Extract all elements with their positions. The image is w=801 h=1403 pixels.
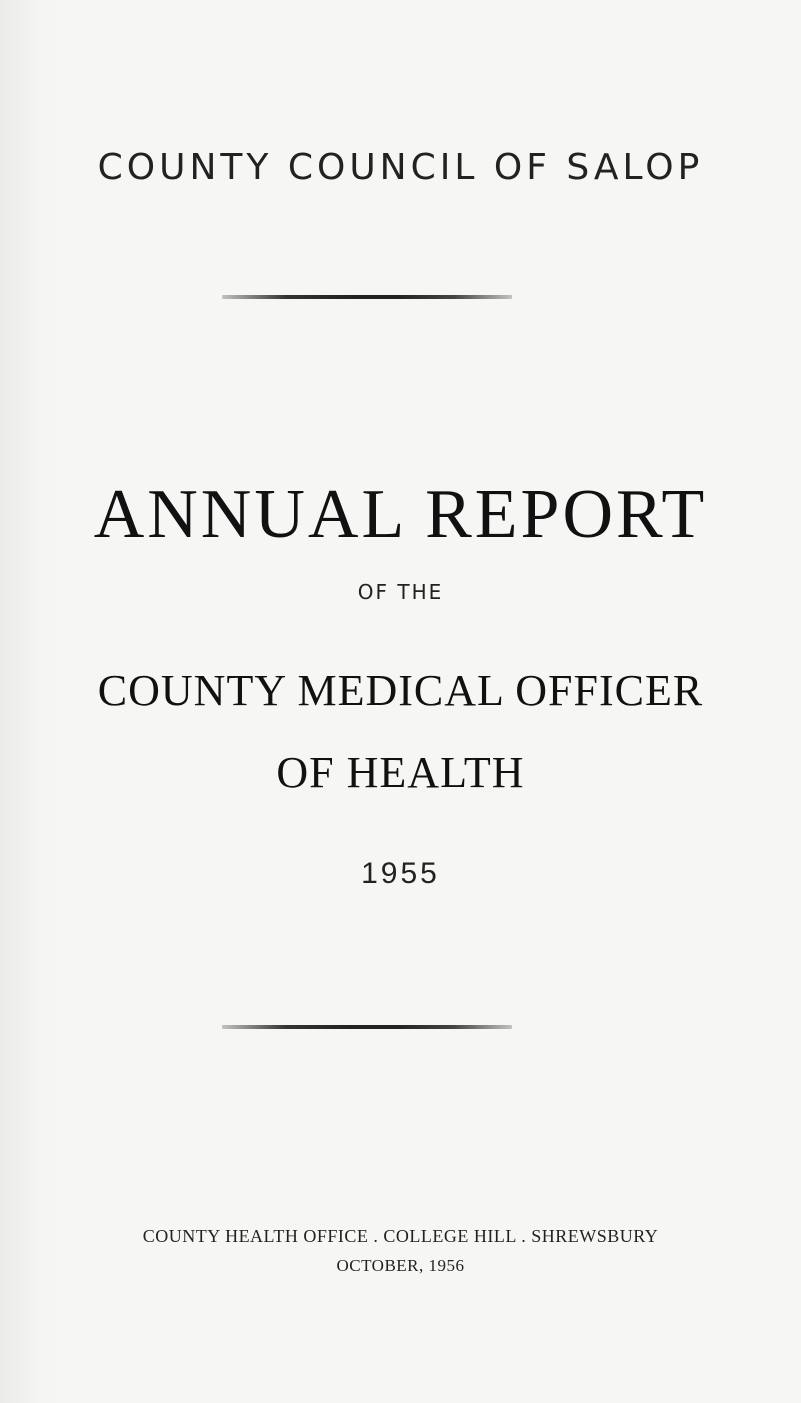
bottom-divider-rule (222, 1025, 512, 1029)
report-subtitle-officer: COUNTY MEDICAL OFFICER (97, 666, 704, 715)
top-divider-rule (222, 295, 512, 299)
report-year: 1955 (361, 857, 440, 890)
publication-date: OCTOBER, 1956 (336, 1256, 465, 1275)
report-title: ANNUAL REPORT (93, 476, 708, 553)
report-subtitle-of-the: OF THE (357, 580, 444, 604)
report-subtitle-of-health: OF HEALTH (276, 748, 525, 797)
office-address: COUNTY HEALTH OFFICE . COLLEGE HILL . SHREWSBURY (142, 1226, 659, 1246)
council-name: COUNTY COUNCIL OF SALOP (97, 147, 704, 188)
